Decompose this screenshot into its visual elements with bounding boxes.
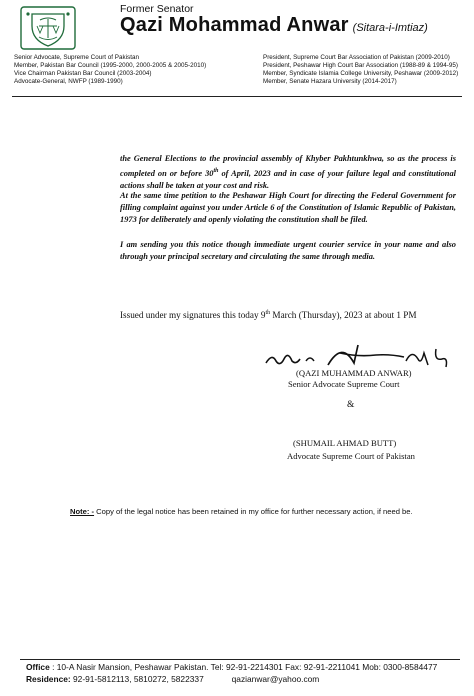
credential-item: President, Peshawar High Court Bar Association (1988-89 & 1994-95)	[263, 61, 458, 69]
letterhead-divider	[12, 96, 462, 97]
footer-residence-line	[26, 674, 319, 684]
credential-item: President, Supreme Court Bar Association of Pakistan (2009-2010)	[263, 54, 450, 61]
body-paragraph-elections	[120, 153, 456, 192]
former-senator-label: Former Senator	[120, 3, 194, 15]
bar-association-logo	[20, 6, 76, 50]
credentials-left	[14, 54, 206, 86]
body-paragraph-petition: At the same time petition to the Peshawar High Court for directing the Federal Government for filling complaint against you under Article 6 of the Constitution of Islamic Republic of Pakistan, 1973 for deliberately and openly violating the constitution shall be filed.	[120, 191, 456, 225]
body-paragraph-courier: I am sending you this notice though immediate urgent courier service in your name and also through your principal secretary and circulating the same through media.	[120, 240, 456, 262]
honorific: (Sitara-i-Imtiaz)	[352, 22, 428, 34]
office-details: : 10-A Nasir Mansion, Peshawar Pakistan. Tel: 92-91-2214301 Fax: 92-91-2211041 Mob: 0300-8584477	[49, 662, 438, 672]
office-label: Office	[26, 662, 50, 672]
letterhead-name-text: Qazi Mohammad Anwar	[120, 14, 349, 36]
letterhead-name	[120, 14, 428, 37]
footer-office-line	[26, 662, 437, 672]
credential-item: Advocate-General, NWFP (1989-1990)	[14, 77, 123, 85]
issued-line	[120, 310, 417, 320]
credential-item: Vice Chairman Pakistan Bar Council (2003-2004)	[14, 69, 152, 77]
issued-superscript: th	[265, 310, 271, 316]
credential-item: Member, Pakistan Bar Council (1995-2000, 2000-2005 & 2005-2010)	[14, 61, 207, 69]
footer-divider	[20, 659, 460, 660]
office-copy-note	[70, 507, 413, 516]
ampersand: &	[347, 400, 355, 410]
signatory-2-title: Advocate Supreme Court of Pakistan	[287, 451, 415, 461]
residence-details: 92-91-5812113, 5810272, 5822337 qazianwar@yahoo.com	[70, 674, 320, 684]
residence-label: Residence:	[26, 674, 71, 684]
issued-part-b: March (Thursday), 2023 at about 1 PM	[270, 310, 417, 321]
note-text: Copy of the legal notice has been retained in my office for further necessary action, if need be.	[94, 507, 413, 516]
note-label: Note: -	[70, 507, 95, 516]
issued-part-a: Issued under my signatures this today 9	[120, 310, 266, 321]
p1-superscript: th	[213, 168, 219, 175]
credential-item: Senior Advocate, Supreme Court of Pakistan	[14, 54, 139, 61]
signatory-1-name: (QAZI MUHAMMAD ANWAR)	[296, 368, 412, 378]
credential-item: Member, Senate Hazara University (2014-2017)	[263, 77, 397, 85]
p1-part-b: of April, 2023 and in case of your failure legal and constitutional actions shall be taken at your cost and risk.	[120, 169, 456, 191]
credentials-right	[263, 54, 458, 86]
signatory-2-name: (SHUMAIL AHMAD BUTT)	[293, 438, 397, 448]
credential-item: Member, Syndicate Islamia College University, Peshawar (2009-2012)	[263, 69, 459, 77]
signatory-1-title: Senior Advocate Supreme Court	[288, 379, 400, 389]
p1-part-a: the General Elections to the provincial assembly of Khyber Pakhtunkhwa, so as the process is completed on or before 30	[120, 154, 456, 178]
handwritten-signature	[258, 335, 463, 371]
